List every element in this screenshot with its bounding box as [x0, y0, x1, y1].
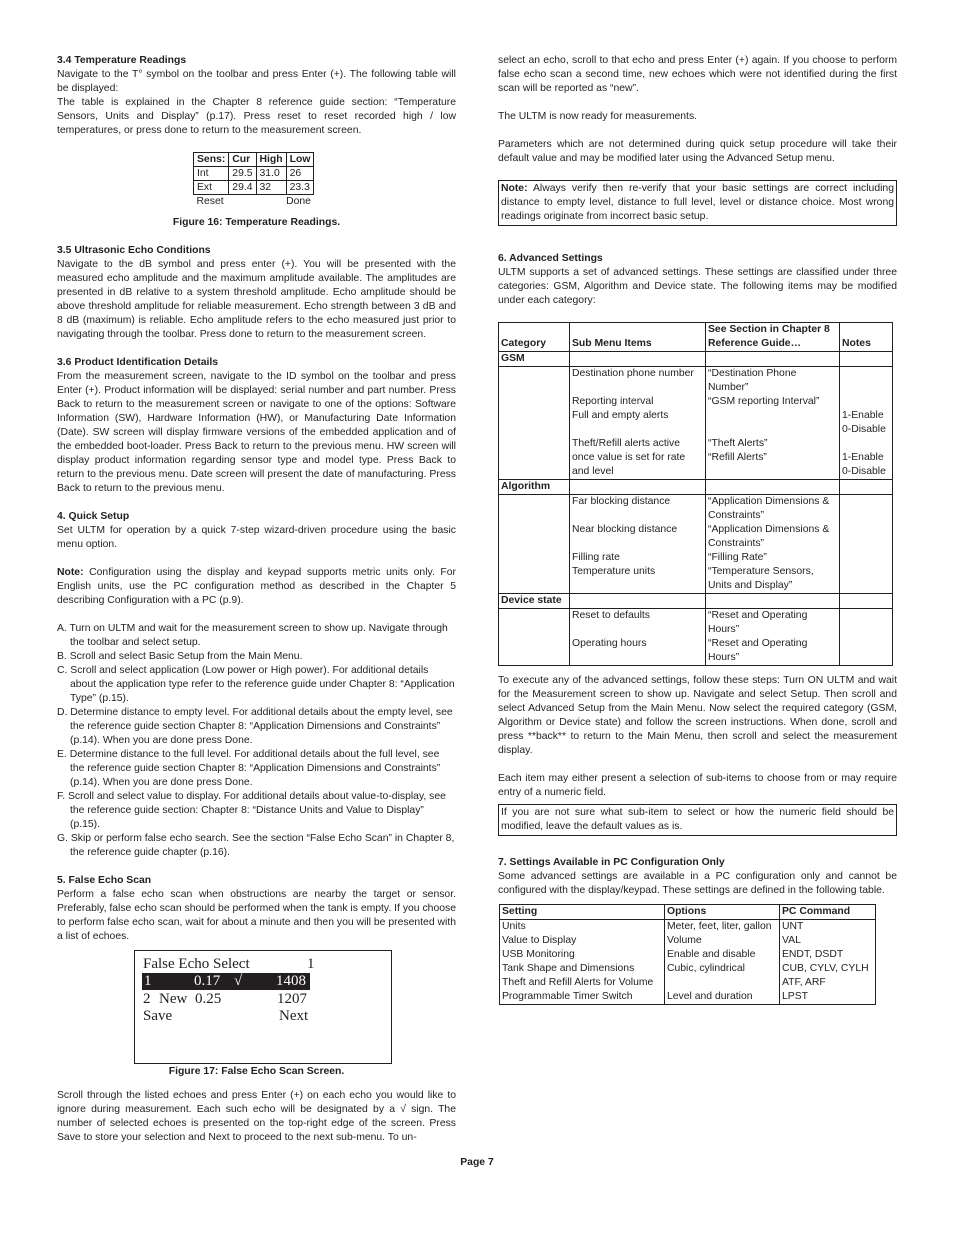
table-cell: 1-Enable	[840, 409, 893, 423]
section-heading-quick-setup: 4. Quick Setup	[57, 511, 130, 522]
table-cell	[840, 509, 893, 523]
table-header: Notes	[840, 323, 893, 352]
table-cell	[499, 465, 570, 480]
temperature-table	[193, 152, 314, 208]
table-cell	[570, 623, 706, 637]
table-cell	[570, 579, 706, 594]
pc-settings-table	[499, 904, 876, 1005]
page-number: Page 7	[460, 1157, 494, 1168]
table-cell: 0-Disable	[840, 465, 893, 480]
echo-index: 2	[143, 991, 151, 1007]
table-cell: “GSM reporting Interval”	[706, 395, 840, 409]
table-cell: “Theft Alerts”	[706, 437, 840, 451]
table-cell	[840, 637, 893, 651]
echo-index: 1	[144, 973, 152, 989]
highlighted-echo-row	[142, 973, 310, 990]
table-cell: “Filling Rate”	[706, 551, 840, 565]
table-cell	[499, 495, 570, 510]
table-cell: 1-Enable	[840, 451, 893, 465]
paragraph: Perform a false echo scan when obstructions are nearby the target or sensor. Preferably, false echo scan should be performed when the tank is empty. If you choose to perform false echo scan, wait for about a minute and then you will be presented with a list of echoes.	[57, 889, 456, 942]
text-line: See Section in Chapter 8	[708, 324, 830, 335]
list-item: E. Determine distance to the full level. For additional details about the full level, see the reference guide section Chapter 8: “Application Dimensions and Constraints” (p.14). When you are done press Done.	[57, 749, 441, 788]
figure-caption: Figure 16: Temperature Readings.	[172, 217, 341, 228]
list-item: B. Scroll and select Basic Setup from the Main Menu.	[57, 651, 303, 662]
table-cell: Enable and disable	[665, 948, 780, 962]
section-heading-product-id: 3.6 Product Identification Details	[57, 357, 219, 368]
table-cell	[840, 495, 893, 510]
table-cell	[570, 594, 706, 609]
paragraph: Each item may either present a selection of sub-items to choose from or may require entry of a numeric field.	[498, 773, 897, 798]
table-cell: Programmable Timer Switch	[500, 990, 665, 1005]
table-cell: Tank Shape and Dimensions	[500, 962, 665, 976]
note-text: Always verify then re-verify that your basic settings are correct including distance to empty level, distance to full level, level or distance choice. Most wrong readings originate from incorrect basic setup.	[501, 183, 894, 222]
table-cell	[706, 423, 840, 437]
section-heading-advanced: 6. Advanced Settings	[498, 253, 603, 264]
table-cell: Reporting interval	[570, 395, 706, 409]
table-cell: “Destination Phone	[706, 367, 840, 382]
echo-amplitude: 1408	[276, 973, 306, 989]
selected-count: 1	[307, 956, 315, 972]
paragraph: The table is explained in the Chapter 8 reference guide section: “Temperature Sensors, Units and Display” (p.17). Press reset to reset recorded high / low temperatures, or press done to return to the measurement screen.	[57, 97, 456, 136]
list-item: A. Turn on ULTM and wait for the measurement screen to show up. Navigate through the toolbar and select setup.	[57, 623, 448, 648]
paragraph: The ULTM is now ready for measurements.	[498, 111, 698, 122]
table-cell	[499, 579, 570, 594]
table-cell: VAL	[780, 934, 876, 948]
paragraph: Navigate to the dB symbol and press enter (+). You will be presented with the measured echo amplitude and the maximum amplitude available. The amplitudes are presented in dB relative to a system threshold amplitude. Echo amplitude should be above threshold amplitude for reliable measurement. Echo strength between 3 dB and 8 dB (maximum) is reliable. Echo amplitude refers to the echo measured just prior to navigating through the toolbar. Press done to return to the measurement screen.	[57, 259, 456, 340]
table-cell: Cubic, cylindrical	[665, 962, 780, 976]
table-cell	[499, 509, 570, 523]
table-cell: once value is set for rate	[570, 451, 706, 465]
table-cell	[499, 551, 570, 565]
table-cell: Full and empty alerts	[570, 409, 706, 423]
table-row	[500, 976, 876, 990]
note-paragraph	[57, 566, 456, 608]
table-cell	[499, 537, 570, 551]
table-cell	[499, 609, 570, 624]
category-label: GSM	[499, 352, 570, 367]
section-heading-temperature: 3.4 Temperature Readings	[57, 55, 187, 66]
info-box: If you are not sure what sub-item to select or how the numeric field should be modified, leave the default values as is.	[498, 804, 897, 836]
table-cell: Near blocking distance	[570, 523, 706, 537]
table-cell	[840, 551, 893, 565]
screen-title: False Echo Select	[143, 956, 250, 972]
table-cell	[706, 480, 840, 495]
note-text: Configuration using the display and keypad supports metric units only. For English units, use the PC configuration method as described in the Chapter 5 describing Configuration with a PC (p.9).	[57, 567, 456, 606]
table-cell: ENDT, DSDT	[780, 948, 876, 962]
table-cell: 0-Disable	[840, 423, 893, 437]
section-heading-echo: 3.5 Ultrasonic Echo Conditions	[57, 245, 211, 256]
table-cell	[499, 437, 570, 451]
table-cell	[840, 609, 893, 624]
table-cell	[840, 537, 893, 551]
table-cell: LPST	[780, 990, 876, 1005]
table-cell: Units	[500, 920, 665, 935]
table-cell	[840, 480, 893, 495]
table-cell	[499, 565, 570, 579]
table-header: PC Command	[780, 905, 876, 920]
paragraph: select an echo, scroll to that echo and press Enter (+) again. If you choose to perform false echo scan a second time, new echoes which were not identified during the first scan will be reported as “new”.	[498, 55, 897, 94]
table-cell	[570, 480, 706, 495]
reset-label: Reset	[196, 196, 224, 207]
table-cell	[499, 623, 570, 637]
table-cell: Temperature units	[570, 565, 706, 579]
table-cell: “Reset and Operating	[706, 609, 840, 624]
table-header: Sub Menu Items	[570, 323, 706, 352]
table-cell: Level and duration	[665, 990, 780, 1005]
table-cell: USB Monitoring	[500, 948, 665, 962]
table-cell	[840, 623, 893, 637]
table-cell	[706, 465, 840, 480]
table-cell: Theft and Refill Alerts for Volume	[500, 976, 665, 990]
table-cell: Constraints”	[706, 509, 840, 523]
right-column	[498, 54, 897, 1005]
paragraph: Navigate to the T° symbol on the toolbar and press Enter (+). The following table will be displayed:	[57, 69, 456, 94]
save-label: Save	[143, 1008, 173, 1024]
list-item: D. Determine distance to empty level. For additional details about the empty level, see the reference guide section Chapter 8: “Application Dimensions and Constraints” (p.14). When you are done press Done.	[57, 707, 453, 746]
table-cell	[840, 381, 893, 395]
table-cell: Meter, feet, liter, gallon	[665, 920, 780, 935]
table-header	[706, 323, 840, 352]
table-cell: Volume	[665, 934, 780, 948]
list-item: C. Scroll and select application (Low power or High power). For additional details about the application type refer to the reference guide under Chapter 8: “Application Type” (p.15).	[57, 665, 455, 704]
table-cell: Int	[194, 167, 229, 181]
table-cell	[499, 409, 570, 423]
table-row	[500, 920, 876, 935]
paragraph: Scroll through the listed echoes and press Enter (+) on each echo you would like to ignore during measurement. Each such echo will be designated by a √ sign. The number of selected echoes is presented on the top-right edge of the screen. Press Save to store your selection and Next to proceed to the next sub-menu. To un-	[57, 1090, 456, 1143]
table-cell	[840, 352, 893, 367]
table-cell	[499, 651, 570, 666]
note-label: Note:	[501, 183, 528, 194]
quick-setup-steps	[57, 622, 456, 860]
table-cell: UNT	[780, 920, 876, 935]
table-cell	[499, 451, 570, 465]
paragraph: Some advanced settings are available in a PC configuration only and cannot be configured with the display/keypad. These settings are defined in the following table.	[498, 871, 897, 896]
table-cell	[499, 423, 570, 437]
table-header: Low	[286, 153, 314, 167]
table-cell	[570, 509, 706, 523]
table-cell	[499, 523, 570, 537]
table-cell: 26	[286, 167, 314, 181]
false-echo-screen	[134, 950, 392, 1064]
paragraph: Set ULTM for operation by a quick 7-step wizard-driven procedure using the basic menu option.	[57, 525, 456, 550]
next-label: Next	[279, 1008, 309, 1024]
table-cell: Ext	[194, 181, 229, 195]
section-heading-pc-config: 7. Settings Available in PC Configuration Only	[498, 857, 725, 868]
table-cell	[665, 976, 780, 990]
table-cell: 29.5	[229, 167, 256, 181]
table-cell	[570, 651, 706, 666]
table-row	[500, 990, 876, 1005]
category-label: Algorithm	[499, 480, 570, 495]
table-cell	[570, 352, 706, 367]
table-cell: Units and Display”	[706, 579, 840, 594]
advanced-settings-table	[498, 322, 893, 666]
table-cell	[840, 367, 893, 382]
table-header: Cur	[229, 153, 256, 167]
table-cell: Value to Display	[500, 934, 665, 948]
table-cell: ATF, ARF	[780, 976, 876, 990]
table-cell	[499, 381, 570, 395]
table-cell	[499, 637, 570, 651]
done-label: Done	[286, 196, 311, 207]
table-cell: “Reset and Operating	[706, 637, 840, 651]
category-label: Device state	[499, 594, 570, 609]
table-cell: Constraints”	[706, 537, 840, 551]
figure-caption: Figure 17: False Echo Scan Screen.	[168, 1066, 345, 1077]
table-cell	[840, 437, 893, 451]
table-cell	[840, 579, 893, 594]
table-header: High	[256, 153, 286, 167]
list-item: F. Scroll and select value to display. For additional details about value-to-display, see the reference guide section: Chapter 8: “Distance Units and Value to Display” (p.15).	[57, 791, 446, 830]
table-cell	[840, 594, 893, 609]
paragraph: Parameters which are not determined during quick setup procedure will take their default value and may be modified later using the Advanced Setup menu.	[498, 139, 897, 164]
list-item: G. Skip or perform false echo search. See the section “False Echo Scan” in Chapter 8, the reference guide chapter (p.16).	[57, 833, 455, 858]
paragraph: ULTM supports a set of advanced settings. These settings are classified under three categories: GSM, Algorithm and Device state. The following items may be modified under each category:	[498, 267, 897, 306]
table-cell: “Application Dimensions &	[706, 495, 840, 510]
table-cell: Destination phone number	[570, 367, 706, 382]
table-cell	[840, 523, 893, 537]
echo-amplitude: 1207	[277, 991, 307, 1007]
table-cell	[840, 565, 893, 579]
table-cell: 31.0	[256, 167, 286, 181]
table-cell: Theft/Refill alerts active	[570, 437, 706, 451]
table-cell: Hours”	[706, 623, 840, 637]
paragraph: To execute any of the advanced settings, follow these steps: Turn ON ULTM and wait for the Measurement screen to show up. Navigate and select Setup. Then scroll and select Advanced Setup from the Main Menu. Now select the required category (GSM, Algorithm or Device state) and follow the screen instructions. When done, scroll and press **back** to return to the Main Menu, then scroll and select the measurement display.	[498, 675, 897, 756]
text-line: Reference Guide…	[708, 338, 801, 349]
table-cell: “Temperature Sensors,	[706, 565, 840, 579]
echo-new-label: New	[159, 991, 188, 1007]
table-cell	[499, 395, 570, 409]
table-cell	[706, 409, 840, 423]
table-cell: Operating hours	[570, 637, 706, 651]
table-cell: Hours”	[706, 651, 840, 666]
table-cell	[840, 395, 893, 409]
check-mark-icon: √	[234, 973, 243, 989]
table-row	[500, 948, 876, 962]
table-cell	[570, 423, 706, 437]
table-cell: 29.4	[229, 181, 256, 195]
table-header: Setting	[500, 905, 665, 920]
table-cell: CUB, CYLV, CYLH	[780, 962, 876, 976]
table-row	[500, 934, 876, 948]
table-cell: “Application Dimensions &	[706, 523, 840, 537]
echo-distance: 0.17	[194, 973, 221, 989]
table-header: Sens:	[194, 153, 229, 167]
table-row	[500, 962, 876, 976]
left-column	[57, 54, 456, 1145]
table-header: Options	[665, 905, 780, 920]
table-cell: Far blocking distance	[570, 495, 706, 510]
paragraph: From the measurement screen, navigate to the ID symbol on the toolbar and press Enter (+). Product information will be displayed: serial number and part number. Press Back to return to the measurement screen or navigate to one of the options: Software Information (SW), Hardware Information (HW), or Manufacturing Date Information (Date). SW screen will display firmware versions of the embedded application and of the embedded boot-loader. Press Back to return to the previous menu. HW screen will display product information regarding sensor type and model type. Press Back to return to the previous menu. Date screen will present the date of manufacturing. Press Back to return to the previous menu.	[57, 371, 456, 494]
note-box	[498, 180, 897, 226]
table-cell	[840, 651, 893, 666]
table-cell: “Refill Alerts”	[706, 451, 840, 465]
table-cell: 23.3	[286, 181, 314, 195]
table-header: Category	[499, 323, 570, 352]
table-cell	[570, 381, 706, 395]
note-label: Note:	[57, 567, 84, 578]
table-cell: 32	[256, 181, 286, 195]
table-cell	[706, 352, 840, 367]
table-cell: Reset to defaults	[570, 609, 706, 624]
table-cell: Filling rate	[570, 551, 706, 565]
table-cell: Number”	[706, 381, 840, 395]
table-cell: and level	[570, 465, 706, 480]
table-cell	[570, 537, 706, 551]
echo-distance: 0.25	[195, 991, 222, 1007]
section-heading-false-echo: 5. False Echo Scan	[57, 875, 152, 886]
table-cell	[706, 594, 840, 609]
table-cell	[499, 367, 570, 382]
